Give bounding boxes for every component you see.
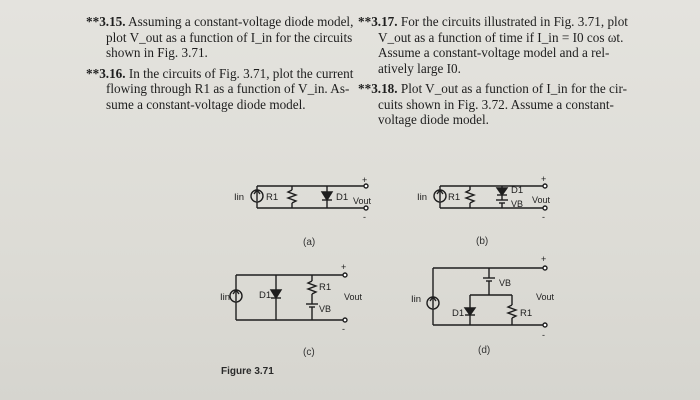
- label-vout: Vout: [344, 292, 363, 302]
- label-vout: Vout: [536, 292, 555, 302]
- label-d1: D1: [259, 290, 272, 301]
- problem-line: sume a constant-voltage diode model.: [106, 96, 306, 112]
- problem-line: V_out as a function of time if I_in = I0 cos ωt.: [378, 29, 624, 45]
- subfigure-label-d: (d): [478, 345, 491, 356]
- label-vout: Vout: [532, 195, 551, 205]
- label-d1: D1: [511, 185, 524, 196]
- label-vb: VB: [511, 199, 524, 209]
- subfigure-label-b: (b): [476, 236, 489, 247]
- label-minus: -: [363, 212, 366, 222]
- resistor-icon: [466, 190, 474, 203]
- diode-icon: [497, 188, 507, 195]
- label-vout: Vout: [353, 196, 372, 206]
- label-d1: D1: [336, 192, 349, 203]
- diode-icon: [465, 308, 475, 315]
- label-minus: -: [542, 330, 545, 340]
- subfigure-label-a: (a): [303, 237, 316, 248]
- figure-caption: Figure 3.71: [221, 366, 274, 377]
- label-vb: VB: [499, 278, 512, 288]
- label-plus: +: [541, 254, 547, 264]
- resistor-icon: [508, 305, 516, 318]
- problem-line: atively large I0.: [378, 60, 461, 76]
- diode-icon: [322, 192, 332, 200]
- label-iin: Iin: [220, 292, 231, 303]
- problem-number: **3.15.: [86, 14, 126, 29]
- label-iin: Iin: [417, 192, 428, 203]
- label-vb: VB: [319, 304, 332, 314]
- resistor-icon: [308, 281, 316, 294]
- label-minus: -: [542, 212, 545, 222]
- problem-line: voltage diode model.: [378, 112, 489, 127]
- label-plus: +: [341, 262, 347, 272]
- label-iin: Iin: [411, 294, 422, 305]
- label-plus: +: [541, 174, 547, 184]
- label-iin: Iin: [234, 192, 245, 203]
- problem-line: Assume a constant-voltage model and a rel-: [378, 45, 610, 60]
- problem-line: flowing through R1 as a function of V_in. As-: [106, 81, 350, 96]
- label-plus: +: [362, 175, 368, 185]
- problem-line: Plot V_out as a function of I_in for the cir-: [400, 81, 628, 96]
- circuit-c: [230, 273, 347, 322]
- problem-line: shown in Fig. 3.71.: [106, 45, 208, 60]
- label-d1: D1: [452, 308, 465, 319]
- problem-number: **3.16.: [86, 65, 126, 81]
- problem-line: Assuming a constant-voltage diode model,: [128, 14, 354, 29]
- label-r1: R1: [520, 308, 533, 319]
- problem-line: cuits shown in Fig. 3.72. Assume a constant-: [378, 96, 614, 112]
- problem-line: For the circuits illustrated in Fig. 3.71, plot: [400, 14, 628, 29]
- subfigure-label-c: (c): [303, 347, 315, 358]
- diode-icon: [271, 290, 281, 298]
- problem-line: plot V_out as a function of I_in for the circuits: [106, 29, 353, 45]
- resistor-icon: [288, 190, 296, 203]
- problem-number: **3.18.: [358, 81, 398, 96]
- problem-number: **3.17.: [358, 14, 398, 29]
- label-r1: R1: [266, 192, 279, 203]
- label-r1: R1: [448, 192, 461, 203]
- problem-line: In the circuits of Fig. 3.71, plot the current: [128, 65, 354, 81]
- label-minus: -: [342, 324, 345, 334]
- label-r1: R1: [319, 282, 332, 293]
